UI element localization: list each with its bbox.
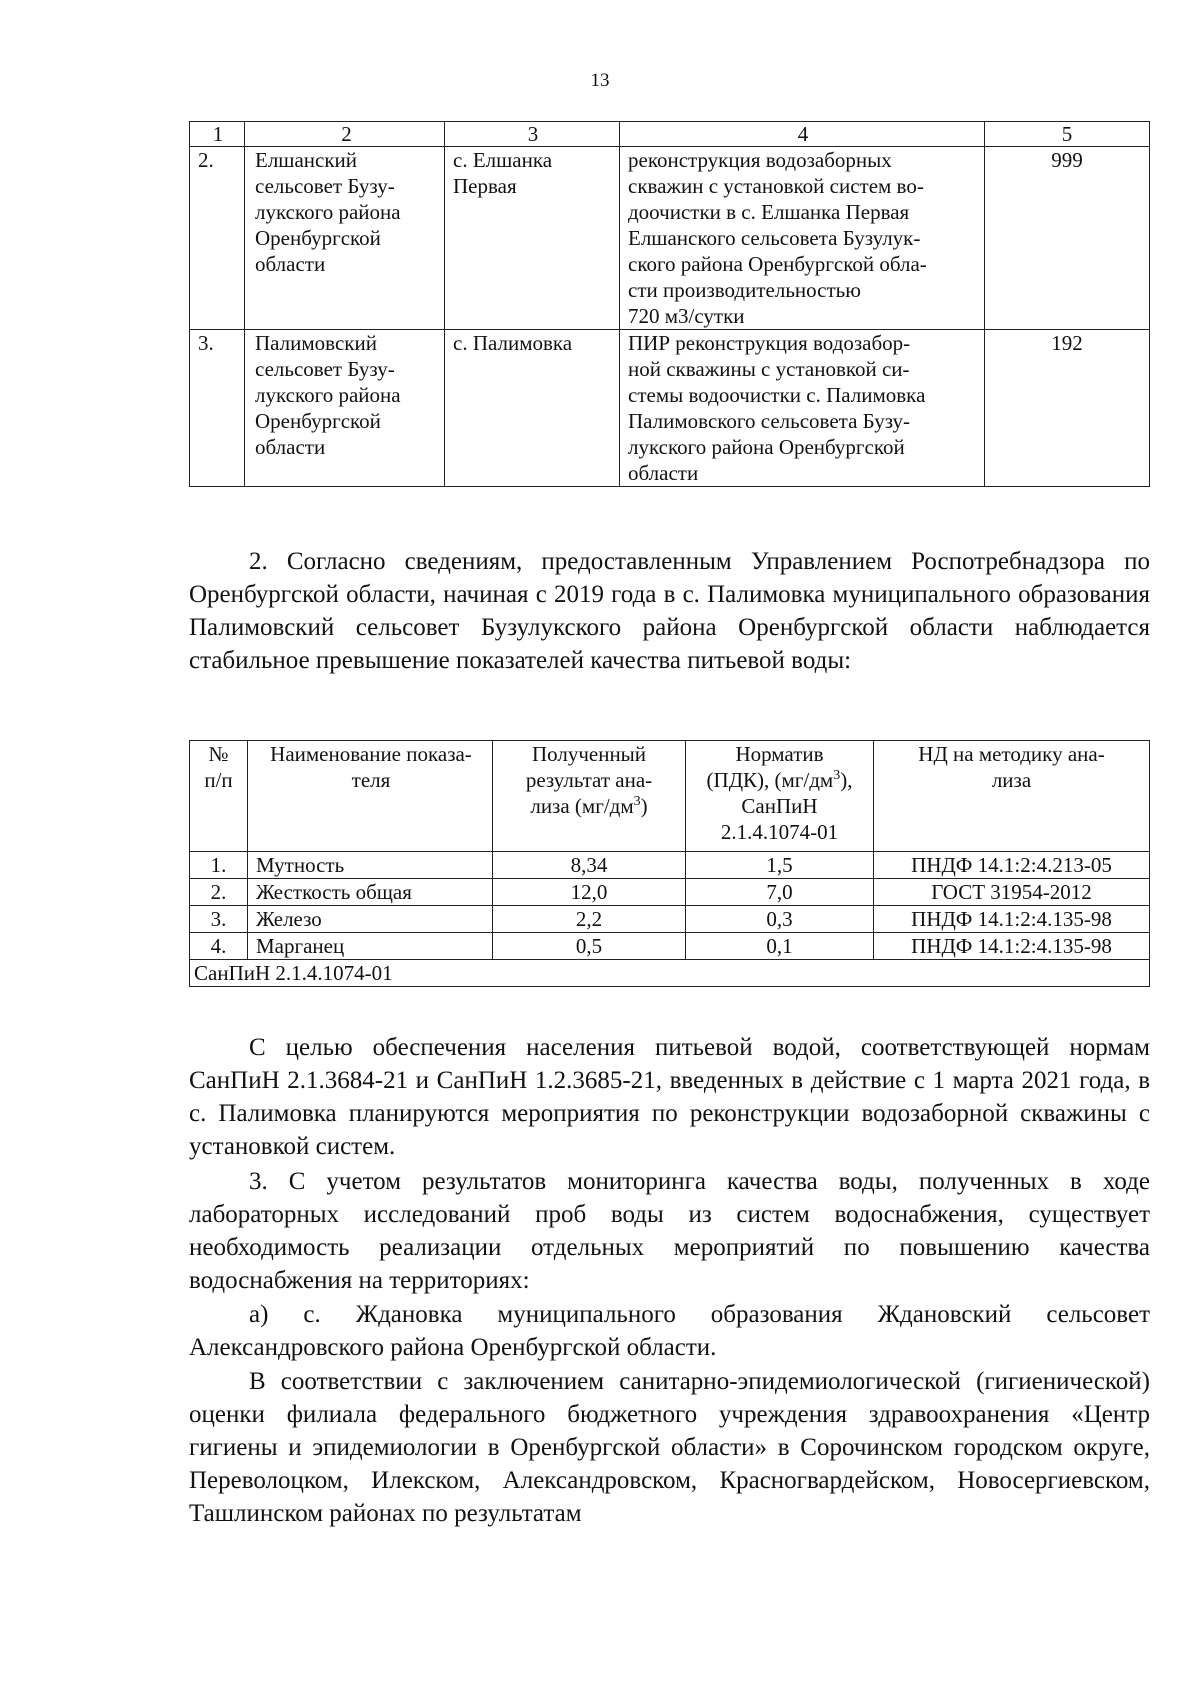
cell-line: сельсовет Бузу-: [255, 174, 395, 198]
cell-line: Палимовского сельсовета Бузу-: [628, 409, 911, 433]
nd-value: ПНДФ 14.1:2:4.213-05: [874, 852, 1150, 879]
table-row: [190, 147, 1150, 330]
cell-text: ): [640, 794, 648, 818]
cell-line: Оренбургской: [255, 409, 381, 433]
result-value: 0,5: [493, 933, 686, 960]
cell-line: ной скважины с установкой си-: [628, 357, 910, 381]
cell-line: теля: [351, 768, 391, 792]
table-row: [190, 933, 1150, 960]
cell-line: ПИР реконструкция водозабор-: [628, 331, 911, 355]
cell-line: сельсовет Бузу-: [255, 357, 395, 381]
table-row: [190, 879, 1150, 906]
cell-line: [499, 793, 679, 819]
header-cell: 1: [190, 122, 245, 147]
header-cell: 5: [985, 122, 1150, 147]
cell-line: лукского района Оренбургской: [628, 435, 905, 459]
cell-line: Оренбургской: [255, 226, 381, 250]
header-cell: 2: [245, 122, 445, 147]
result-value: 2,2: [493, 906, 686, 933]
result-value: 8,34: [493, 852, 686, 879]
cell-line: с. Елшанка: [453, 148, 553, 172]
cell-line: результат ана-: [525, 768, 653, 792]
norm-value: 1,5: [686, 852, 874, 879]
cell-line: 2.1.4.1074-01: [720, 820, 839, 844]
cell-line: скважин с установкой систем во-: [628, 174, 924, 198]
result-value: 12,0: [493, 879, 686, 906]
table-row: [190, 852, 1150, 879]
row-number: 3.: [190, 906, 248, 933]
norm-value: 0,3: [686, 906, 874, 933]
cell-line: ского района Оренбургской обла-: [628, 252, 927, 276]
header-cell: 4: [620, 122, 985, 147]
cell-line: Елшанского сельсовета Бузулук-: [628, 226, 921, 250]
cell-line: лукского района: [255, 383, 401, 407]
cell-text: (ПДК), (мг/дм: [706, 768, 834, 792]
cell-line: области: [255, 435, 326, 459]
page-number: 13: [590, 70, 610, 91]
norm-value: 7,0: [686, 879, 874, 906]
table-row: [190, 906, 1150, 933]
row-number: 4.: [190, 933, 248, 960]
cell-line: Елшанский: [255, 148, 358, 172]
cell-line: [692, 767, 867, 793]
cell-line: п/п: [204, 768, 233, 792]
measure-cell: [620, 147, 985, 330]
indicator-name: Жесткость общая: [248, 879, 493, 906]
header-nd: [874, 741, 1150, 852]
village-cell: [445, 330, 620, 487]
superscript: 3: [633, 794, 641, 809]
row-number: 1.: [190, 852, 248, 879]
indicator-name: Железо: [248, 906, 493, 933]
paragraph-conclusion: В соответствии с заключением санитарно-эпидемиологической (гигиенической) оценки филиала федерального бюджетного учреждения здравоохранения «Центр гигиены и эпидемиологии в Оренбургской области» в Сорочинском городском округе, Переволоцком, Илекском, Александровском, Красногвардейском, Новосергиевском, Ташлинском районах по результатам: [189, 1368, 1150, 1527]
projects-table: [189, 121, 1150, 487]
superscript: 3: [833, 768, 841, 783]
cell-line: лукского района: [255, 200, 401, 224]
table-footer-row: [190, 960, 1150, 987]
indicator-name: Марганец: [248, 933, 493, 960]
table-header-row: [190, 741, 1150, 852]
table-header-row: [190, 122, 1150, 147]
cell-line: СанПиН: [741, 794, 818, 818]
amount-cell: 192: [985, 330, 1150, 487]
village-cell: [445, 147, 620, 330]
cell-text: лиза (мг/дм: [530, 794, 634, 818]
paragraph-purpose: С целью обеспечения населения питьевой водой, соответствующей нормам СанПиН 2.1.3684-21 и СанПиН 1.2.3685-21, введенных в действие с 1 марта 2021 года, в с. Палимовка планируются мероприятия по реконструкции водозаборной скважины с установкой систем.: [189, 1034, 1150, 1160]
water-quality-table: [189, 740, 1150, 987]
nd-value: ПНДФ 14.1:2:4.135-98: [874, 933, 1150, 960]
paragraph-3a: а) с. Ждановка муниципального образования Ждановский сельсовет Александровского района Оренбургской области.: [189, 1301, 1150, 1361]
cell-line: Первая: [453, 174, 517, 198]
cell-line: Наименование показа-: [270, 742, 472, 766]
header-name: [248, 741, 493, 852]
cell-line: Палимовский: [255, 331, 377, 355]
council-cell: [245, 330, 445, 487]
council-cell: [245, 147, 445, 330]
cell-line: с. Палимовка: [453, 331, 573, 355]
cell-line: области: [255, 252, 326, 276]
cell-line: сти производительностью: [628, 278, 861, 302]
header-norm: [686, 741, 874, 852]
cell-line: реконструкция водозаборных: [628, 148, 892, 172]
paragraph-3: 3. С учетом результатов мониторинга качества воды, полученных в ходе лабораторных исследований проб воды из систем водоснабжения, существует необходимость реализации отдельных мероприятий по повышению качества водоснабжения на территориях:: [189, 1168, 1150, 1294]
table-footer: СанПиН 2.1.4.1074-01: [190, 960, 1150, 987]
paragraph-2: 2. Согласно сведениям, предоставленным Управлением Роспотребнадзора по Оренбургской области, начиная с 2019 года в с. Палимовка муниципального образования Палимовский сельсовет Бузулукского района Оренбургской области наблюдается стабильное превышение показателей качества питьевой воды:: [189, 548, 1150, 674]
row-number: 3.: [190, 330, 245, 487]
header-cell: 3: [445, 122, 620, 147]
norm-value: 0,1: [686, 933, 874, 960]
cell-line: стемы водоочистки с. Палимовка: [628, 383, 926, 407]
cell-line: 720 м3/сутки: [628, 304, 745, 328]
nd-value: ПНДФ 14.1:2:4.135-98: [874, 906, 1150, 933]
row-number: 2.: [190, 147, 245, 330]
cell-text: ),: [840, 768, 853, 792]
cell-line: доочистки в с. Елшанка Первая: [628, 200, 910, 224]
table-row: [190, 330, 1150, 487]
header-result: [493, 741, 686, 852]
nd-value: ГОСТ 31954-2012: [874, 879, 1150, 906]
cell-line: лиза: [991, 768, 1032, 792]
indicator-name: Мутность: [248, 852, 493, 879]
cell-line: №: [208, 742, 229, 766]
cell-line: области: [628, 461, 699, 485]
cell-line: НД на методику ана-: [918, 742, 1105, 766]
measure-cell: [620, 330, 985, 487]
header-num: [190, 741, 248, 852]
cell-line: Норматив: [735, 742, 824, 766]
amount-cell: 999: [985, 147, 1150, 330]
row-number: 2.: [190, 879, 248, 906]
cell-line: Полученный: [531, 742, 647, 766]
